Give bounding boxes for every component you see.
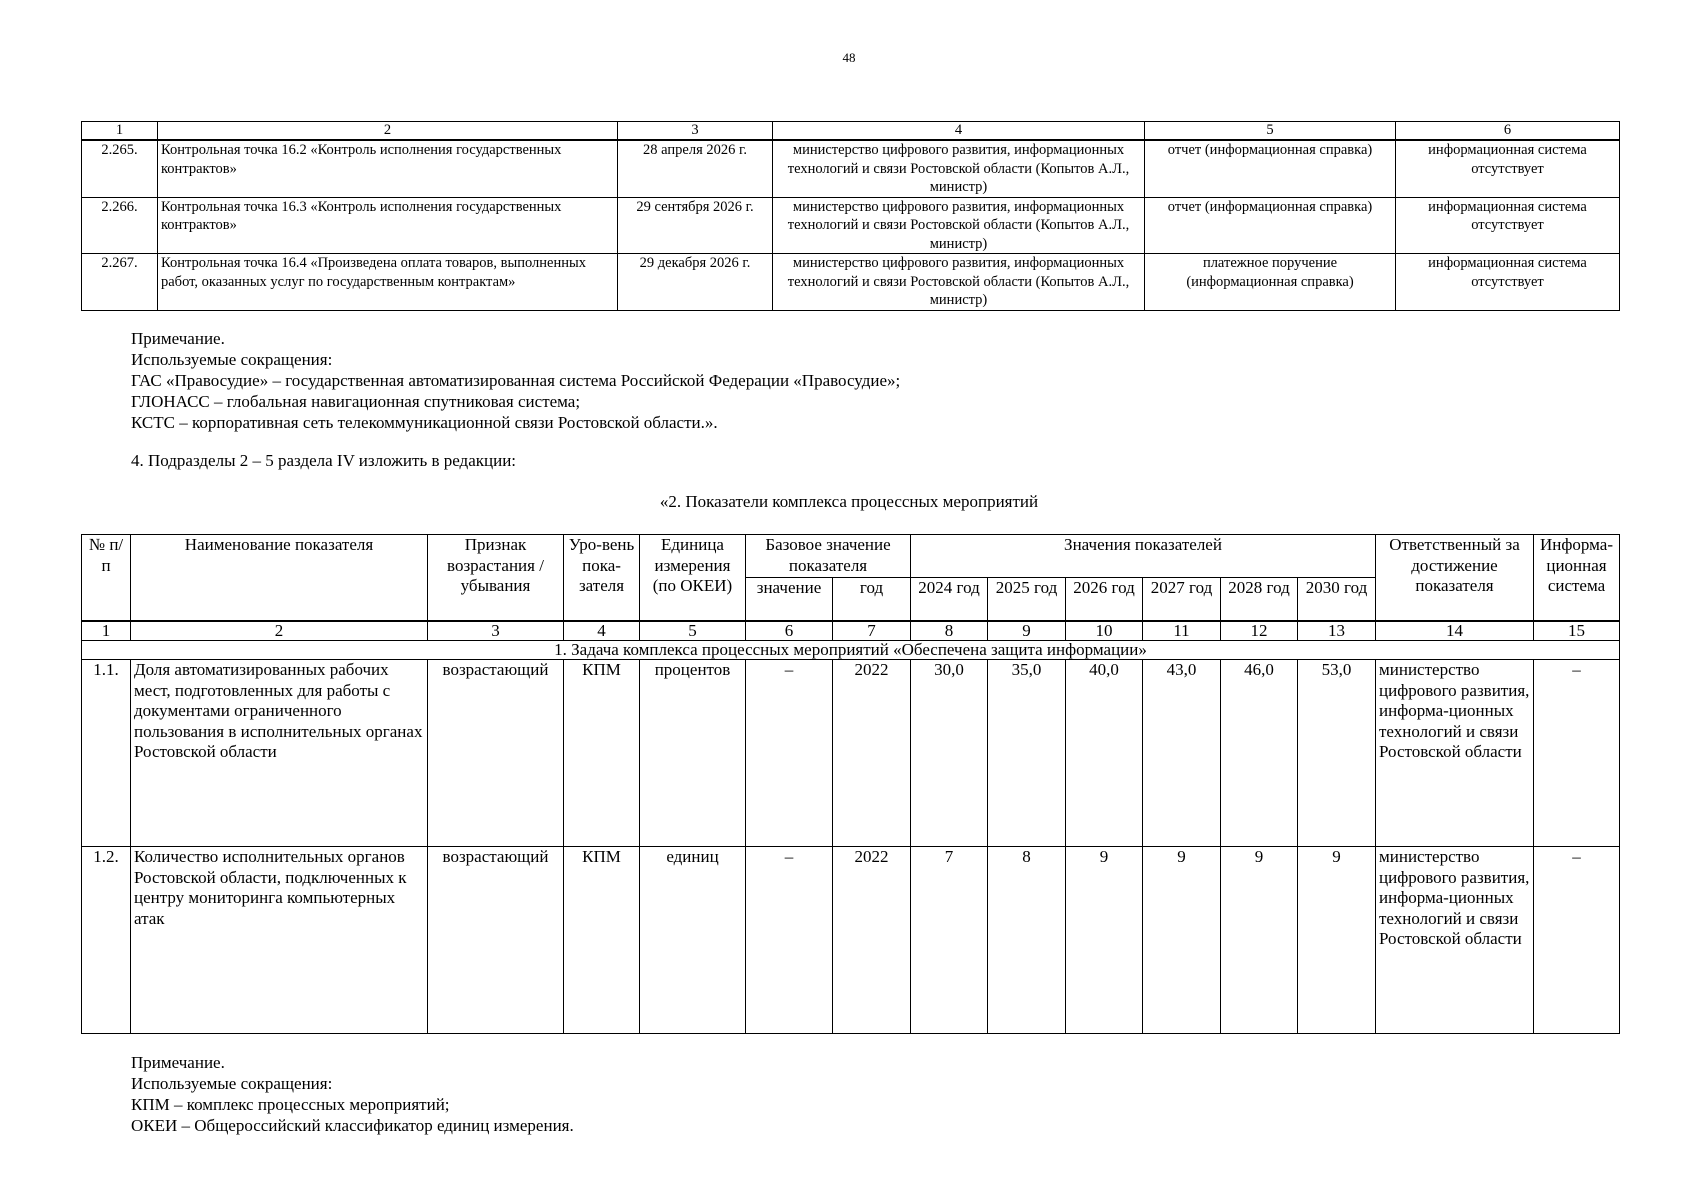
note-line: ГАС «Правосудие» – государственная автоматизированная система Российской Федерации «Правосудие»; xyxy=(131,371,901,390)
control-points-table xyxy=(81,121,1620,311)
note-line: ГЛОНАСС – глобальная навигационная спутниковая система; xyxy=(131,392,581,411)
header-year: 2028 год xyxy=(1221,578,1298,622)
header-base: Базовое значение показателя xyxy=(746,535,911,578)
year-value: 53,0 xyxy=(1298,660,1376,847)
header-unit: Единица измерения (по ОКЕИ) xyxy=(640,535,746,622)
indicator-sign: возрастающий xyxy=(428,847,564,1034)
control-point-name: Контрольная точка 16.4 «Произведена оплата товаров, выполненных работ, оказанных услуг по государственным контрактам» xyxy=(158,254,618,311)
note-line: ОКЕИ – Общероссийский классификатор единиц измерения. xyxy=(131,1116,574,1135)
control-point-name: Контрольная точка 16.2 «Контроль исполнения государственных контрактов» xyxy=(158,140,618,197)
note-line: КПМ – комплекс процессных мероприятий; xyxy=(131,1095,450,1114)
column-number: 11 xyxy=(1143,621,1221,641)
indicator-name: Доля автоматизированных рабочих мест, подготовленных для работы с документами ограниченного пользования в исполнительных органах Ростовской области xyxy=(131,660,428,847)
row-number: 1.1. xyxy=(82,660,131,847)
responsible: министерство цифрового развития, информационных технологий и связи Ростовской области (Копытов А.Л., министр) xyxy=(773,140,1145,197)
header-num: № п/п xyxy=(82,535,131,622)
header-responsible: Ответственный за достижение показателя xyxy=(1376,535,1534,622)
page-number: 48 xyxy=(842,50,856,65)
instruction-text: 4. Подразделы 2 – 5 раздела IV изложить в редакции: xyxy=(131,451,517,470)
note-abbreviations-1 xyxy=(131,328,900,433)
task-row xyxy=(82,641,1620,660)
column-number: 10 xyxy=(1066,621,1143,641)
responsible: министерство цифрового развития, информационных технологий и связи Ростовской области (Копытов А.Л., министр) xyxy=(773,254,1145,311)
row-number: 2.266. xyxy=(82,197,158,254)
table-row xyxy=(82,660,1620,847)
column-number: 15 xyxy=(1534,621,1620,641)
information-system: информационная система отсутствует xyxy=(1396,197,1620,254)
column-number: 6 xyxy=(746,621,833,641)
indicator-sign: возрастающий xyxy=(428,660,564,847)
header-system: Информа-ционная система xyxy=(1534,535,1620,622)
base-value: – xyxy=(746,660,833,847)
note-subtitle: Используемые сокращения: xyxy=(131,350,333,369)
deadline: 29 декабря 2026 г. xyxy=(618,254,773,311)
column-number: 12 xyxy=(1221,621,1298,641)
base-value: – xyxy=(746,847,833,1034)
year-value: 9 xyxy=(1298,847,1376,1034)
header-level: Уро-вень пока-зателя xyxy=(564,535,640,622)
column-number: 4 xyxy=(564,621,640,641)
document-type: отчет (информационная справка) xyxy=(1145,140,1396,197)
indicator-system: – xyxy=(1534,847,1620,1034)
year-value: 35,0 xyxy=(988,660,1066,847)
table-row xyxy=(82,197,1620,254)
header-values: Значения показателей xyxy=(911,535,1376,578)
column-number: 7 xyxy=(833,621,911,641)
indicator-level: КПМ xyxy=(564,660,640,847)
column-number: 4 xyxy=(773,122,1145,141)
base-year: 2022 xyxy=(833,847,911,1034)
header-name: Наименование показателя xyxy=(131,535,428,622)
row-number: 2.265. xyxy=(82,140,158,197)
document-type: платежное поручение (информационная справка) xyxy=(1145,254,1396,311)
column-numbers-row xyxy=(82,621,1620,641)
task-title: 1. Задача комплекса процессных мероприятий «Обеспечена защита информации» xyxy=(82,641,1620,660)
column-number: 2 xyxy=(131,621,428,641)
table-header-row xyxy=(82,535,1620,578)
indicator-system: – xyxy=(1534,660,1620,847)
responsible: министерство цифрового развития, информационных технологий и связи Ростовской области (Копытов А.Л., министр) xyxy=(773,197,1145,254)
section-title: «2. Показатели комплекса процессных мероприятий xyxy=(659,492,1039,511)
header-year: 2024 год xyxy=(911,578,988,622)
year-value: 30,0 xyxy=(911,660,988,847)
indicators-table xyxy=(81,534,1620,1034)
document-type: отчет (информационная справка) xyxy=(1145,197,1396,254)
header-base-value: значение xyxy=(746,578,833,622)
column-number: 5 xyxy=(640,621,746,641)
table-row xyxy=(82,140,1620,197)
column-number: 6 xyxy=(1396,122,1620,141)
note-title: Примечание. xyxy=(131,1053,225,1072)
column-number: 14 xyxy=(1376,621,1534,641)
information-system: информационная система отсутствует xyxy=(1396,254,1620,311)
indicator-responsible: министерство цифрового развития, информа-ционных технологий и связи Ростовской области xyxy=(1376,847,1534,1034)
base-year: 2022 xyxy=(833,660,911,847)
table-row xyxy=(82,254,1620,311)
year-value: 46,0 xyxy=(1221,660,1298,847)
table-row xyxy=(82,847,1620,1034)
column-number: 3 xyxy=(428,621,564,641)
indicator-name: Количество исполнительных органов Ростовской области, подключенных к центру мониторинга компьютерных атак xyxy=(131,847,428,1034)
table-header-row xyxy=(82,122,1620,141)
header-base-year: год xyxy=(833,578,911,622)
indicator-responsible: министерство цифрового развития, информа-ционных технологий и связи Ростовской области xyxy=(1376,660,1534,847)
information-system: информационная система отсутствует xyxy=(1396,140,1620,197)
column-number: 1 xyxy=(82,621,131,641)
column-number: 3 xyxy=(618,122,773,141)
header-year: 2026 год xyxy=(1066,578,1143,622)
header-year: 2030 год xyxy=(1298,578,1376,622)
column-number: 9 xyxy=(988,621,1066,641)
header-year: 2027 год xyxy=(1143,578,1221,622)
column-number: 13 xyxy=(1298,621,1376,641)
column-number: 8 xyxy=(911,621,988,641)
column-number: 1 xyxy=(82,122,158,141)
year-value: 40,0 xyxy=(1066,660,1143,847)
column-number: 5 xyxy=(1145,122,1396,141)
control-point-name: Контрольная точка 16.3 «Контроль исполнения государственных контрактов» xyxy=(158,197,618,254)
indicator-unit: единиц xyxy=(640,847,746,1034)
column-number: 2 xyxy=(158,122,618,141)
year-value: 9 xyxy=(1066,847,1143,1034)
indicator-unit: процентов xyxy=(640,660,746,847)
deadline: 28 апреля 2026 г. xyxy=(618,140,773,197)
row-number: 2.267. xyxy=(82,254,158,311)
note-title: Примечание. xyxy=(131,329,225,348)
year-value: 7 xyxy=(911,847,988,1034)
header-sign: Признак возрастания / убывания xyxy=(428,535,564,622)
note-abbreviations-2 xyxy=(131,1052,574,1136)
year-value: 9 xyxy=(1143,847,1221,1034)
deadline: 29 сентября 2026 г. xyxy=(618,197,773,254)
year-value: 43,0 xyxy=(1143,660,1221,847)
indicator-level: КПМ xyxy=(564,847,640,1034)
year-value: 9 xyxy=(1221,847,1298,1034)
note-line: КСТС – корпоративная сеть телекоммуникационной связи Ростовской области.». xyxy=(131,413,718,432)
header-year: 2025 год xyxy=(988,578,1066,622)
row-number: 1.2. xyxy=(82,847,131,1034)
note-subtitle: Используемые сокращения: xyxy=(131,1074,333,1093)
year-value: 8 xyxy=(988,847,1066,1034)
